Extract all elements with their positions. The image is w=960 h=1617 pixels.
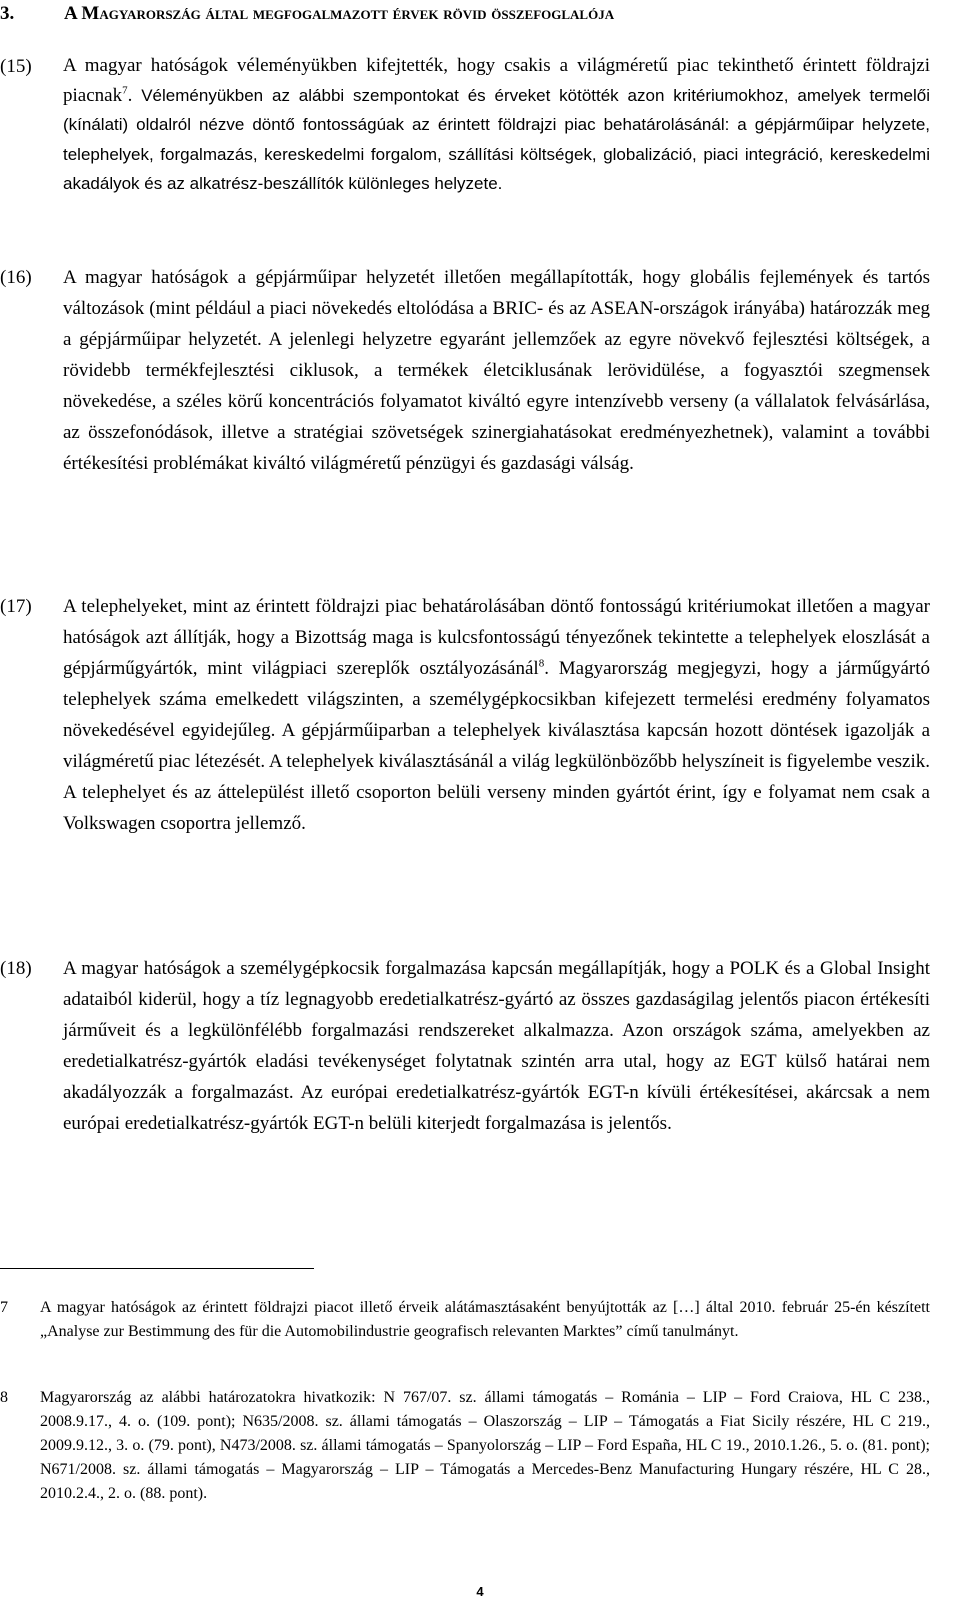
paragraph-number: (17): [0, 596, 32, 617]
paragraph-18: [0, 953, 930, 1139]
footnote-number: 8: [0, 1389, 8, 1406]
paragraph-text: [63, 51, 930, 199]
paragraph-text: A magyar hatóságok a személygépkocsik forgalmazása kapcsán megállapítják, hogy a POLK és a Global Insight adataiból kiderül, hogy a tíz legnagyobb eredetialkatrész-gyártó az összes gazdaságilag jelentős piacon értékesíti járműveit és a legkülönfélébb forgalmazási rendszereket alkalmazza. Azon országok száma, amelyekben az eredetialkatrész-gyártók eladási tevékenységet folytatnak szintén arra utal, hogy az EGT külső határai nem akadályozzák a forgalmazást. Az európai eredetialkatrész-gyártók EGT-n kívüli értékesítései, akárcsak a nem európai eredetialkatrész-gyártók EGT-n belüli kiterjedt forgalmazása is jelentős.: [63, 958, 930, 1134]
footnote-8: [0, 1386, 930, 1506]
paragraph-17: [0, 591, 930, 839]
paragraph-15: [0, 51, 930, 199]
section-number: 3.: [0, 3, 15, 24]
paragraph-text-part1: A telephelyeket, mint az érintett földrajzi piac behatárolásában döntő fontosságú kritériumokat illetően a magyar hatóságok azt állítják, hogy a Bizottság maga is kulcsfontosságú tényezőnek tekintette a telephelyek eloszlását a gépjárműgyártók, mint világpiaci szereplők osztályozásánál: [63, 596, 930, 679]
paragraph-text-serif-end: .: [127, 84, 133, 106]
paragraph-16: [0, 262, 930, 479]
footnote-text: A magyar hatóságok az érintett földrajzi piacot illető érveik alátámasztásaként benyújtották az […] által 2010. február 25-én készített „Analyse zur Bestimmung des für die Automobilindustrie geografisch relevanten Marktes” című tanulmányt.: [40, 1299, 930, 1340]
footnote-number: 7: [0, 1299, 8, 1316]
paragraph-number: (15): [0, 56, 32, 77]
paragraph-text-sans: Véleményükben az alábbi szempontokat és érveket kötötték azon kritériumokhoz, amelyek termelői (kínálati) oldalról nézve döntő fontosságúak az érintett földrajzi piac behatárolásánál: a gépjárműipar helyzete, telephelyek, forgalmazás, kereskedelmi forgalom, szállítási költségek, globalizáció, piaci integráció, kereskedelmi akadályok és az alkatrész-beszállítók különleges helyzete.: [63, 85, 930, 193]
footnote-separator: [0, 1268, 314, 1269]
page-number: 4: [476, 1584, 484, 1599]
paragraph-text-serif: A magyar hatóságok véleményükben kifejtették, hogy csakis a világméretű piac tekinthető érintett földrajzi piacnak: [63, 55, 930, 106]
footnote-text: Magyarország az alábbi határozatokra hivatkozik: N 767/07. sz. állami támogatás – Románia – LIP – Ford Craiova, HL C 238., 2008.9.17., 4. o. (109. pont); N635/2008. sz. állami támogatás – Olaszország – LIP – Támogatás a Fiat Sicily részére, HL C 219., 2009.9.12., 3. o. (79. pont), N473/2008. sz. állami támogatás – Spanyolország – LIP – Ford España, HL C 19., 2010.1.26., 5. o. (81. pont); N671/2008. sz. állami támogatás – Magyarország – LIP – Támogatás a Mercedes-Benz Manufacturing Hungary részére, HL C 28., 2010.2.4., 2. o. (88. pont).: [40, 1389, 930, 1502]
paragraph-text: A magyar hatóságok a gépjárműipar helyzetét illetően megállapították, hogy globális fejlemények és tartós változások (mint például a piaci növekedés eltolódása a BRIC- és az ASEAN-országok irányába) határozzák meg a gépjárműipar helyzetét. A jelenlegi helyzetre egyaránt jellemzőek az egyre növekvő fejlesztési költségek, a rövidebb termékfejlesztési ciklusok, a termékek életciklusának lerövidülése, a fogyasztói szegmensek növekedése, a széles körű koncentrációs folyamatot kiváltó egyre intenzívebb verseny (a vállalatok felvásárlása, az összefonódások, illetve a stratégiai szövetségek szinergiahatásokat eredményezhetnek), valamint a további értékesítési problémákat kiváltó világméretű pénzügyi és gazdasági válság.: [63, 267, 930, 474]
paragraph-number: (16): [0, 267, 32, 288]
footnote-ref-8[interactable]: 8: [538, 657, 545, 670]
footnote-ref-7[interactable]: 7: [122, 84, 128, 97]
paragraph-text-part2: . Magyarország megjegyzi, hogy a járműgyártó telephelyek száma emelkedett világszinten, a személygépkocsikban kifejezett termelési eredmény folyamatos növekedésével egyidejűleg. A gépjárműiparban a telephelyek kiválasztása kapcsán hozott döntések igazolják a világméretű piac létezését. A telephelyek kiválasztásánál a világ legkülönbözőbb helyszíneit is figyelembe veszik. A telephelyet és az áttelepülést illető csoporton belüli verseny minden gyártót érint, így e folyamat nem csak a Volkswagen csoportra jellemző.: [63, 658, 930, 834]
paragraph-number: (18): [0, 958, 32, 979]
paragraph-text: [63, 591, 930, 839]
section-heading: [0, 2, 614, 26]
section-title: A Magyarország által megfogalmazott érvek rövid összefoglalója: [64, 3, 615, 24]
footnote-7: [0, 1296, 930, 1344]
